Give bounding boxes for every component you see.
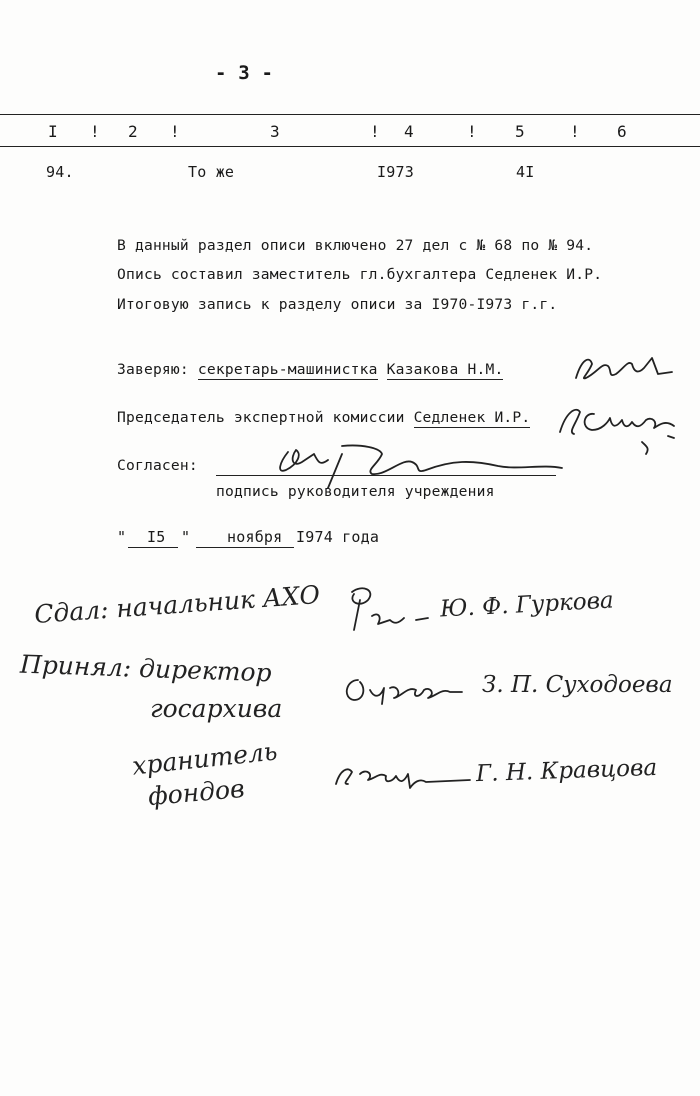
- col-header-5: 5: [515, 122, 525, 141]
- certify-role: секретарь-машинистка: [197, 361, 378, 378]
- date-close-quote: ": [181, 528, 191, 546]
- row-pages: 4I: [516, 163, 535, 181]
- date-open-quote: ": [117, 528, 127, 546]
- summary-line-2: Опись составил заместитель гл.бухгалтера Седленек И.Р.: [117, 266, 603, 283]
- date-day-line: [128, 547, 178, 548]
- keeper-name: Г. Н. Кравцова: [475, 754, 658, 788]
- col-header-3: 3: [270, 122, 280, 141]
- agree-caption: подпись руководителя учреждения: [216, 483, 495, 500]
- table-top-rule: [0, 114, 700, 115]
- col-separator: !: [370, 122, 380, 141]
- kazakova-signature: [568, 352, 678, 386]
- accepted-name: З. П. Суходоева: [482, 672, 673, 698]
- accepted-label-2: госархива: [150, 694, 283, 723]
- certify-label: Заверяю:: [117, 361, 189, 378]
- table-header-rule: [0, 146, 700, 147]
- col-separator: !: [467, 122, 477, 141]
- col-separator: !: [570, 122, 580, 141]
- row-number: 94.: [46, 163, 74, 181]
- col-header-6: 6: [617, 122, 627, 141]
- certify-line: [117, 361, 503, 378]
- col-header-2: 2: [128, 122, 138, 141]
- date-year: I974 года: [296, 528, 380, 546]
- chair-text: Председатель экспертной комиссии: [117, 409, 405, 426]
- col-separator: !: [170, 122, 180, 141]
- chair-line: [117, 409, 530, 426]
- date-month: ноября: [227, 528, 283, 546]
- chair-name: Седленек И.Р.: [413, 409, 531, 426]
- kravtsova-signature: [326, 754, 476, 800]
- certify-name: Казакова Н.М.: [386, 361, 504, 378]
- col-separator: !: [90, 122, 100, 141]
- date-day: I5: [147, 528, 166, 546]
- handed-label: Сдал: начальник АХО: [33, 580, 321, 629]
- col-header-1: I: [48, 122, 58, 141]
- summary-line-1: В данный раздел описи включено 27 дел с № 68 по № 94.: [117, 237, 594, 254]
- agree-label: Согласен:: [117, 457, 198, 474]
- row-year: I973: [377, 163, 414, 181]
- page-number: - 3 -: [215, 62, 274, 84]
- date-month-line: [196, 547, 294, 548]
- summary-line-3: Итоговую запись к разделу описи за I970-I973 г.г.: [117, 296, 558, 313]
- col-header-4: 4: [404, 122, 414, 141]
- gurkova-signature: [332, 582, 432, 642]
- sukhodoeva-signature: [338, 668, 468, 714]
- handed-name: Ю. Ф. Гуркова: [439, 587, 615, 623]
- keeper-label-2: фондов: [146, 773, 246, 812]
- keeper-label-1: хранитель: [130, 736, 279, 781]
- accepted-label-1: Принял: директор: [19, 649, 273, 688]
- row-title: То же: [188, 163, 235, 181]
- director-signature: [262, 440, 582, 500]
